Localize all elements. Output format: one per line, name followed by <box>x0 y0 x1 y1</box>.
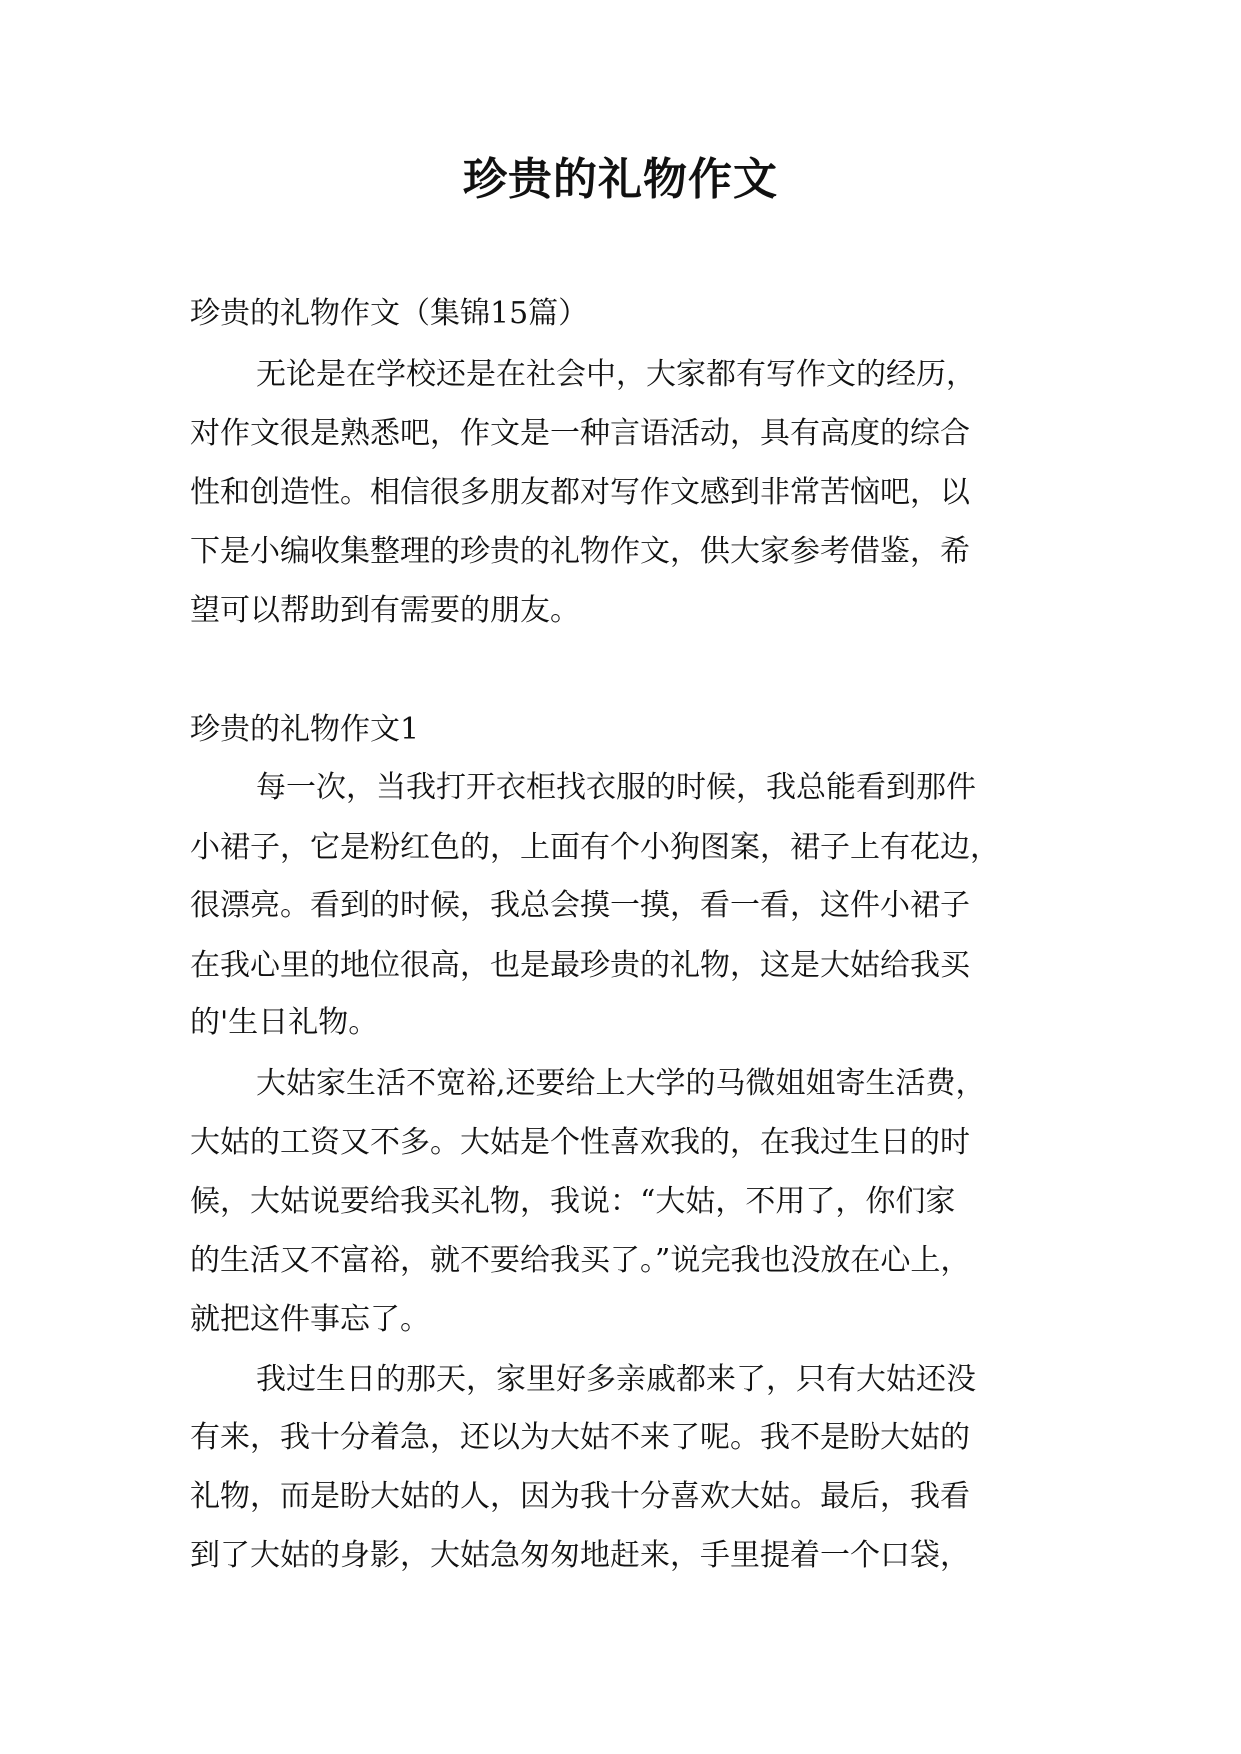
paragraph-line: 大姑家生活不宽裕,还要给上大学的马微姐姐寄生活费， <box>256 1066 986 1101</box>
paragraph-line: 礼物，而是盼大姑的人，因为我十分喜欢大姑。最后，我看 <box>190 1479 970 1514</box>
paragraph-line: 在我心里的地位很高，也是最珍贵的礼物，这是大姑给我买 <box>190 948 970 983</box>
paragraph-line: 小裙子，它是粉红色的，上面有个小狗图案，裙子上有花边， <box>190 830 1000 865</box>
paragraph-line: 有来，我十分着急，还以为大姑不来了呢。我不是盼大姑的 <box>190 1420 970 1455</box>
paragraph-line: 望可以帮助到有需要的朋友。 <box>190 593 580 628</box>
paragraph-line: 就把这件事忘了。 <box>190 1302 430 1337</box>
paragraph-line: 的'生日礼物。 <box>190 1005 379 1040</box>
paragraph-line: 对作文很是熟悉吧，作文是一种言语活动，具有高度的综合 <box>190 416 970 451</box>
paragraph-line: 的生活又不富裕，就不要给我买了。”说完我也没放在心上， <box>190 1243 971 1278</box>
paragraph-line: 无论是在学校还是在社会中，大家都有写作文的经历， <box>256 357 976 392</box>
paragraph-line: 每一次，当我打开衣柜找衣服的时候，我总能看到那件 <box>256 770 976 805</box>
section-heading: 珍贵的礼物作文1 <box>190 712 420 747</box>
paragraph-line: 到了大姑的身影，大姑急匆匆地赶来，手里提着一个口袋， <box>190 1538 970 1573</box>
paragraph-line: 性和创造性。相信很多朋友都对写作文感到非常苦恼吧，以 <box>190 475 970 510</box>
paragraph-line: 候，大姑说要给我买礼物，我说：“大姑，不用了，你们家 <box>190 1184 956 1219</box>
paragraph-line: 我过生日的那天，家里好多亲戚都来了，只有大姑还没 <box>256 1362 976 1397</box>
paragraph-line: 很漂亮。看到的时候，我总会摸一摸，看一看，这件小裙子 <box>190 888 970 923</box>
document-title: 珍贵的礼物作文 <box>463 154 778 205</box>
paragraph-line: 大姑的工资又不多。大姑是个性喜欢我的，在我过生日的时 <box>190 1125 970 1160</box>
paragraph-line: 下是小编收集整理的珍贵的礼物作文，供大家参考借鉴，希 <box>190 534 970 569</box>
collection-heading: 珍贵的礼物作文（集锦15篇） <box>190 296 589 331</box>
